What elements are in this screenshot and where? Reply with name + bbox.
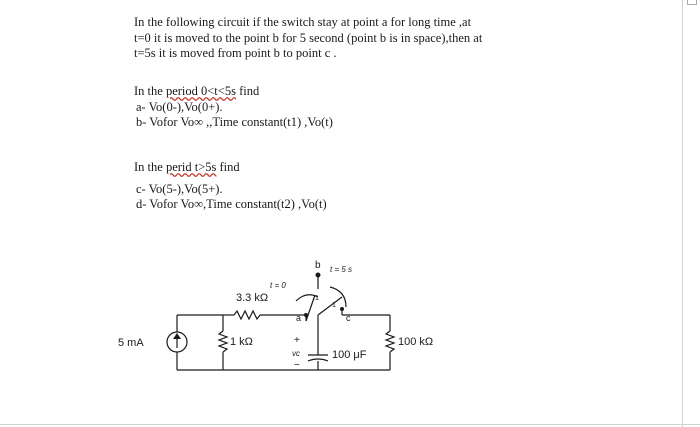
page-border-bottom bbox=[0, 424, 700, 425]
vc-label: vc bbox=[292, 349, 300, 358]
capacitor-label: 100 μF bbox=[332, 349, 367, 361]
page-border-right bbox=[682, 0, 683, 427]
r1-resistor-icon bbox=[234, 311, 260, 319]
r3-resistor-icon bbox=[386, 331, 394, 352]
switch-mark-1: 1 bbox=[315, 295, 319, 302]
source-label: 5 mA bbox=[118, 337, 144, 349]
r2-resistor-icon bbox=[219, 331, 227, 352]
period2-heading-range: perid t>5s bbox=[165, 160, 217, 174]
node-c-label: c bbox=[346, 313, 351, 323]
intro-line-1: In the following circuit if the switch stay at point a for long time ,at bbox=[134, 15, 472, 29]
r3-label: 100 kΩ bbox=[398, 336, 434, 348]
node-b-label: b bbox=[315, 260, 321, 271]
t5-label: t = 5 s bbox=[330, 265, 353, 274]
period1-item-b: b- Vofor Vo∞ ,,Time constant(t1) ,Vo(t) bbox=[136, 115, 333, 129]
period2-item-c: c- Vo(5-),Vo(5+). bbox=[136, 181, 223, 196]
r2-label: 1 kΩ bbox=[230, 336, 253, 348]
period2-heading-suffix: find bbox=[216, 160, 240, 174]
period2-section bbox=[134, 160, 674, 213]
period1-heading bbox=[134, 84, 674, 100]
t0-label: t = 0 bbox=[270, 281, 286, 290]
node-a-label: a bbox=[296, 313, 302, 323]
vc-plus-label: + bbox=[294, 335, 300, 346]
problem-intro bbox=[134, 15, 674, 62]
period2-heading-prefix: In the bbox=[134, 160, 166, 174]
period1-section bbox=[134, 84, 674, 131]
circuit-diagram bbox=[110, 255, 470, 380]
intro-line-2: t=0 it is moved to the point b for 5 second (point b is in space),then at bbox=[134, 30, 483, 45]
node-c-dot bbox=[340, 307, 344, 311]
period1-item-a: a- Vo(0-),Vo(0+). bbox=[136, 99, 223, 114]
r1-label: 3.3 kΩ bbox=[236, 292, 269, 304]
intro-line-3: t=5s it is moved from point b to point c . bbox=[134, 46, 337, 60]
period2-heading bbox=[134, 160, 674, 176]
period1-heading-suffix: find bbox=[235, 84, 260, 98]
node-b-dot bbox=[316, 273, 321, 278]
node-a-dot bbox=[304, 313, 308, 317]
source-arrowhead-icon bbox=[173, 333, 181, 339]
period1-heading-prefix: In the bbox=[134, 84, 166, 98]
capacitor-plate-bottom bbox=[308, 359, 328, 361]
window-corner-icon bbox=[687, 0, 697, 5]
switch1-arm bbox=[306, 295, 315, 321]
switch2-arm bbox=[318, 297, 342, 315]
period2-item-d: d- Vofor Vo∞,Time constant(t2) ,Vo(t) bbox=[136, 197, 327, 211]
vc-minus-label: − bbox=[294, 360, 300, 371]
switch-mark-2: 1 bbox=[332, 302, 336, 309]
period1-heading-range: period 0<t<5s bbox=[165, 84, 236, 98]
